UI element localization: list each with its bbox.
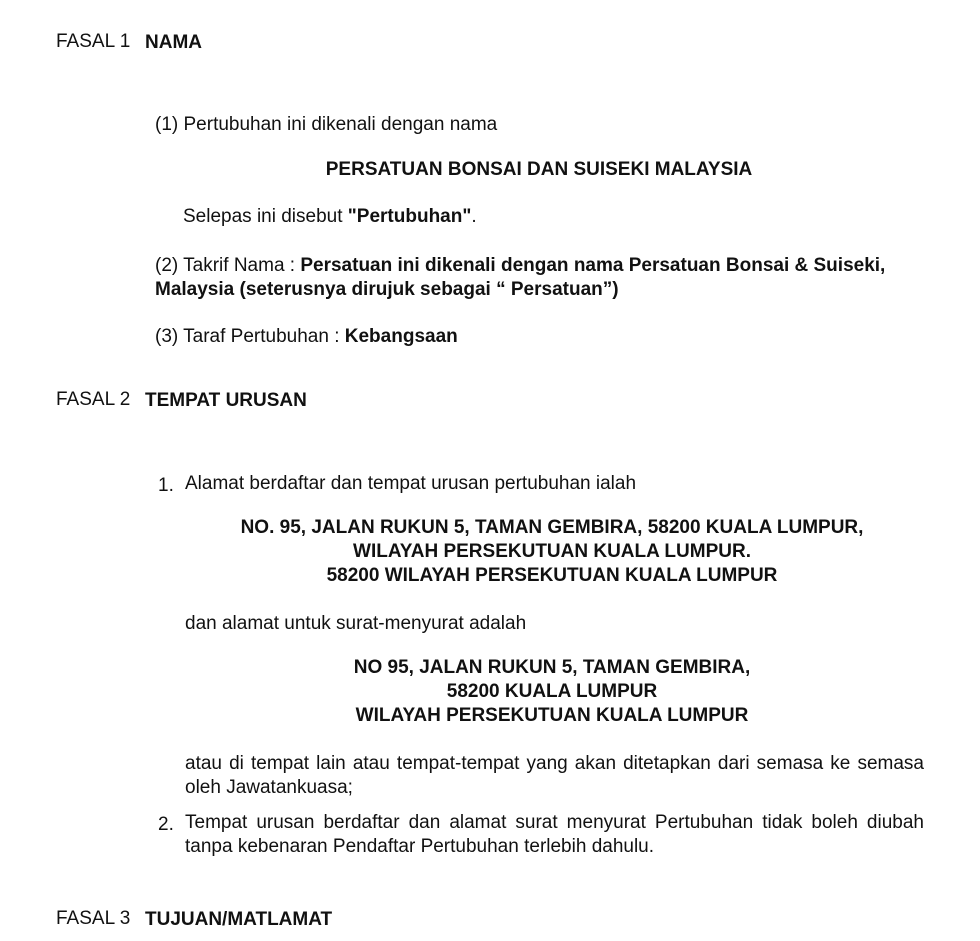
fasal-2-item-1: Alamat berdaftar dan tempat urusan pertubuhan ialah: [185, 473, 637, 494]
fasal-1-item-1: (1) Pertubuhan ini dikenali dengan nama: [155, 114, 498, 135]
mailing-address-line: NO 95, JALAN RUKUN 5, TAMAN GEMBIRA,: [353, 657, 751, 678]
registered-address-line: 58200 WILAYAH PERSEKUTUAN KUALA LUMPUR: [326, 565, 778, 586]
org-name: PERSATUAN BONSAI DAN SUISEKI MALAYSIA: [325, 159, 753, 180]
fasal-1-item-3: [155, 325, 458, 349]
list-number: 2.: [158, 814, 174, 835]
item-3-value: Kebangsaan: [344, 326, 458, 347]
hereafter-term: "Pertubuhan": [347, 206, 472, 227]
item-2-label: (2) Takrif Nama :: [155, 255, 301, 276]
item-2-line-1: Persatuan ini dikenali dengan nama Persatuan Bonsai & Suiseki,: [300, 255, 886, 276]
other-places-paragraph: atau di tempat lain atau tempat-tempat yang akan ditetapkan dari semasa ke semasa oleh Jawatankuasa;: [185, 753, 924, 798]
fasal-1-heading: [56, 30, 130, 54]
hereafter-suffix: .: [471, 206, 477, 227]
section-label: FASAL 3: [56, 908, 131, 929]
mailing-address-line: WILAYAH PERSEKUTUAN KUALA LUMPUR: [355, 705, 749, 726]
hereafter-line: [183, 205, 477, 229]
mailing-address-line: 58200 KUALA LUMPUR: [446, 681, 658, 702]
registered-address-line: NO. 95, JALAN RUKUN 5, TAMAN GEMBIRA, 58200 KUALA LUMPUR,: [240, 517, 864, 538]
fasal-1-item-2: [155, 254, 885, 278]
hereafter-prefix: Selepas ini disebut: [183, 206, 348, 227]
item-3-label: (3) Taraf Pertubuhan :: [155, 326, 345, 347]
section-title: NAMA: [145, 32, 202, 53]
section-title: TUJUAN/MATLAMAT: [145, 909, 333, 930]
section-title: TEMPAT URUSAN: [145, 390, 307, 411]
section-label: FASAL 2: [56, 389, 131, 410]
registered-address-line: WILAYAH PERSEKUTUAN KUALA LUMPUR.: [353, 541, 751, 562]
item-2-line-2: Malaysia (seterusnya dirujuk sebagai “ Persatuan”): [155, 279, 619, 300]
mailing-intro: dan alamat untuk surat-menyurat adalah: [185, 613, 527, 634]
list-number: 1.: [158, 475, 174, 496]
fasal-2-item-2: Tempat urusan berdaftar dan alamat surat menyurat Pertubuhan tidak boleh diubah tanpa kebenaran Pendaftar Pertubuhan terlebih dahulu.: [185, 812, 924, 857]
section-label: FASAL 1: [56, 31, 131, 52]
